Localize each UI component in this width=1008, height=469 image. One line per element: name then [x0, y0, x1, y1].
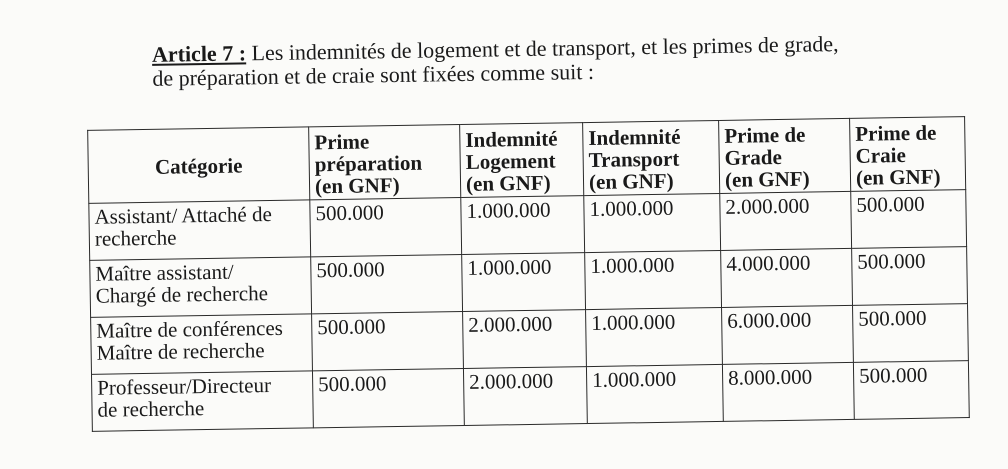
table-header-row [88, 117, 966, 204]
cell-transport: 1.000.000 [586, 307, 723, 366]
cell-grade: 2.000.000 [720, 191, 852, 250]
cell-grade: 8.000.000 [722, 362, 854, 421]
header-text: Transport [588, 146, 680, 173]
header-text: Prime de [855, 120, 937, 146]
cell-craie: 500.000 [853, 361, 969, 420]
article-paragraph [152, 30, 953, 91]
cell-preparation: 500.000 [312, 369, 464, 428]
cell-logement: 2.000.000 [463, 367, 587, 426]
header-text: (en GNF) [855, 164, 941, 190]
header-indemnite-logement [460, 123, 584, 198]
header-text: Indemnité [588, 124, 681, 151]
cell-transport: 1.000.000 [584, 193, 721, 252]
article-text-line-1: Les indemnités de logement et de transport, et les primes de grade, [245, 31, 839, 66]
header-text: Grade [724, 144, 783, 170]
header-text: Logement [465, 148, 556, 174]
header-text: préparation [314, 150, 423, 177]
allowances-table [87, 116, 970, 432]
cell-text: de recherche [97, 396, 205, 422]
header-text: Prime [314, 129, 370, 155]
cell-categorie [91, 314, 313, 374]
header-text: Catégorie [154, 153, 243, 179]
cell-preparation: 500.000 [311, 255, 463, 314]
cell-logement: 1.000.000 [462, 253, 586, 312]
cell-craie: 500.000 [853, 304, 969, 363]
cell-craie: 500.000 [851, 190, 967, 249]
cell-text: Maître de recherche [96, 338, 265, 365]
cell-categorie [90, 257, 312, 317]
cell-logement: 2.000.000 [463, 310, 587, 369]
header-prime-grade [719, 118, 851, 193]
cell-craie: 500.000 [852, 247, 968, 306]
cell-transport: 1.000.000 [586, 364, 723, 423]
header-text: (en GNF) [314, 172, 400, 199]
cell-text: Maître de conférences [96, 315, 284, 343]
cell-categorie [91, 371, 313, 431]
article-label: Article 7 : [151, 40, 247, 67]
cell-grade: 6.000.000 [722, 305, 854, 364]
header-text: (en GNF) [724, 166, 810, 192]
cell-transport: 1.000.000 [585, 250, 722, 309]
article-text-line-2: de préparation et de craie sont fixées comme suit : [152, 58, 595, 91]
header-text: Prime de [724, 122, 806, 148]
header-prime-preparation [309, 125, 461, 200]
cell-logement: 1.000.000 [461, 196, 585, 255]
cell-text: recherche [94, 225, 177, 251]
header-text: (en GNF) [588, 168, 674, 195]
header-categorie [88, 127, 310, 203]
cell-preparation: 500.000 [310, 198, 462, 257]
cell-text: Maître assistant/ [95, 259, 234, 286]
cell-text: Professeur/Directeur [97, 373, 272, 400]
header-text: Indemnité [465, 126, 558, 152]
header-text: Craie [855, 143, 906, 168]
cell-text: Assistant/ Attaché de [94, 202, 273, 229]
cell-text: Chargé de recherche [95, 281, 269, 308]
cell-categorie [89, 200, 311, 260]
header-indemnite-transport [583, 120, 720, 195]
header-prime-craie [850, 117, 966, 192]
cell-preparation: 500.000 [312, 312, 464, 371]
cell-grade: 4.000.000 [721, 248, 853, 307]
header-text: (en GNF) [465, 170, 551, 196]
